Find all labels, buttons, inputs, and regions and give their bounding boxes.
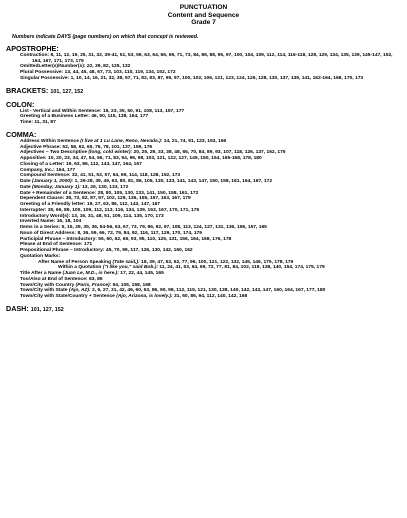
grade-label: Grade 7 xyxy=(191,19,216,27)
list-item: Town/City with State (Ajo, AZ): 2, 6, 27, 31, 42, 46, 60, 63, 86, 90, 98, 112, 115, 121, 130, 138, 140, 142, 143, 147, 160, 164, 167, 177, 180 xyxy=(20,288,326,294)
colon-heading: COLON: xyxy=(6,99,35,109)
document-title: PUNCTUATION xyxy=(179,4,228,11)
list-item: Quotation Marks: xyxy=(20,253,61,259)
list-item: Date (Monday, January 1): 13, 26, 130, 133, 172 xyxy=(20,184,129,190)
list-item: Adjectives – Two Descriptive (long, cold winter): 20, 25, 29, 33, 38, 48, 65, 70, 84, 89, 93, 107, 118, 126, 137, 162, 175 xyxy=(20,150,286,156)
list-item: Interrupter: 35, 66, 89, 100, 109, 112, 113, 116, 134, 139, 153, 167, 170, 171, 175 xyxy=(20,207,200,213)
list-item: List - Vertical and Within Sentence: 15, 23, 35, 50, 91, 108, 113, 157, 177 xyxy=(20,108,185,114)
dash-pages: 101, 127, 152 xyxy=(30,306,64,313)
list-item: Greeting of a Friendly letter: 19, 27, 63, 86, 112, 143, 147, 167 xyxy=(20,202,161,208)
list-item: Introductory Word(s): 13, 16, 31, 48, 51, 109, 114, 135, 170, 173 xyxy=(20,213,164,219)
list-item: Please at End of Sentence: 171 xyxy=(20,242,93,248)
apostrophe-heading: APOSTROPHE: xyxy=(6,43,59,53)
list-item: Town/City with State/Country + Sentence (Ajo, Arizona, is lovely.): 31, 60, 86, 94, 112, 140, 142, 168 xyxy=(20,294,248,300)
colon-list xyxy=(0,109,407,126)
list-item: Date + Remainder of a Sentence: 28, 80, 105, 130, 133, 141, 150, 158, 161, 172 xyxy=(20,190,199,196)
list-item: Singular Possessive: 1, 10, 14, 16, 21, 32, 38, 57, 71, 82, 83, 87, 95, 97, 100, 102, 106, 121, 123, 124, 126, 128, 130, 137, 139, 141, 162-164, 168, 170, 173 xyxy=(20,75,364,81)
list-item: OmittedLetter(s)/Number(s): 22, 39, 82, 125, 132 xyxy=(20,64,131,70)
dash-heading: DASH: 101, 127, 152 xyxy=(6,303,64,313)
list-item: Participial Phrase – Introductory: 55, 60, 62, 65, 93, 95, 110, 125, 131, 156, 164, 168, 176, 178 xyxy=(20,236,232,242)
list-item: Greeting of a Business Letter: 46, 90, 115, 138, 164, 177 xyxy=(20,114,149,120)
comma-list xyxy=(0,139,407,300)
list-item: Town/City with Country (Paris, France): 94, 105, 158, 168 xyxy=(20,282,151,288)
list-item: Contraction: 8, 11, 12, 19, 25, 31, 32, 39-41, 51, 53, 59, 63, 64, 66, 69, 71, 73, 84, 86, 88, 95, 97, 100, 104, 109, 112, 114, 116-118, 128, 129, 134, 135, 139, 145-147, 152, 164, 167, 171, 173, 179 xyxy=(20,52,393,64)
intro-note: Numbers indicate DAYS (page numbers) on which that concept is reviewed. xyxy=(12,33,199,40)
list-item: Company, Inc.: 164, 177 xyxy=(20,167,76,173)
list-item: After Name of Person Speaking (Tate said,): 18, 39, 47, 53, 62, 77, 96, 100, 121, 122, 132, 145, 146, 175, 178, 179 xyxy=(38,259,294,265)
list-item: Adjective Phrase: 52, 58, 62, 65, 76, 78, 101, 137, 159, 176 xyxy=(20,144,153,150)
apostrophe-list xyxy=(0,53,407,82)
brackets-pages: 101, 127, 152 xyxy=(50,88,84,95)
brackets-heading: BRACKETS: 101, 127, 152 xyxy=(6,85,84,95)
list-item: Prepositional Phrase – Introductory: 45, 70, 99, 117, 126, 130, 142, 160, 162 xyxy=(20,248,193,254)
list-item: Too/Also at End of Sentence: 63, 86 xyxy=(20,276,103,282)
list-item: Inverted Name: 16, 18, 104 xyxy=(20,219,82,225)
list-item: Items in a Series: 5, 15, 29, 35, 36, 54-56, 63, 67, 73, 79, 86, 92, 97, 108, 113, 124, 127, 131, 136, 156, 157, 165 xyxy=(20,225,267,231)
list-item: Date (January 1, 2000): 1, 26-28, 39, 49, 63, 80, 81, 86, 105, 130, 133, 141, 143, 147, 150, 158, 161, 164, 167, 172 xyxy=(20,179,273,185)
list-item: Plural Possessive: 13, 44, 45, 48, 67, 73, 103, 110, 119, 134, 152, 172 xyxy=(20,70,176,76)
list-item: Noun of Direct Address: 8, 36, 59, 66, 72, 79, 84, 92, 116, 117, 129, 170, 174, 179 xyxy=(20,230,202,236)
document-subtitle: Content and Sequence xyxy=(167,11,240,19)
list-item: Compound Sentence: 32, 41, 51, 53, 57, 64, 69, 114, 118, 128, 152, 173 xyxy=(20,173,181,179)
list-item: Closing of a Letter: 19, 63, 86, 112, 143, 147, 164, 167 xyxy=(20,161,142,167)
list-item: Time: 11, 31, 87 xyxy=(20,120,56,126)
comma-heading: COMMA: xyxy=(6,129,37,139)
list-item: Dependent Clause: 38, 73, 82, 87, 97, 102, 129, 136, 155, 157, 163, 167, 179 xyxy=(20,196,191,202)
list-item: Title After a Name (Juan Le, M.D., is here.): 17, 22, 44, 145, 165 xyxy=(20,271,164,277)
list-item: Appositive: 10, 20, 23, 34, 47, 54, 56, 71, 83, 94, 96, 98, 103, 121, 122, 127, 149, 150, 154, 165-168, 178, 180 xyxy=(20,156,262,162)
list-item: Address Within Sentence (I live at 1 Lu Lane, Reno, Nevada.): 14, 21, 74, 91, 123, 153, 166 xyxy=(20,138,227,144)
list-item: Within a Quotation ("I like you," said Bob.): 11, 24, 41, 53, 64, 69, 72, 77, 81, 84, 102, 119, 138, 140, 154, 174, 175, 179 xyxy=(58,265,325,271)
